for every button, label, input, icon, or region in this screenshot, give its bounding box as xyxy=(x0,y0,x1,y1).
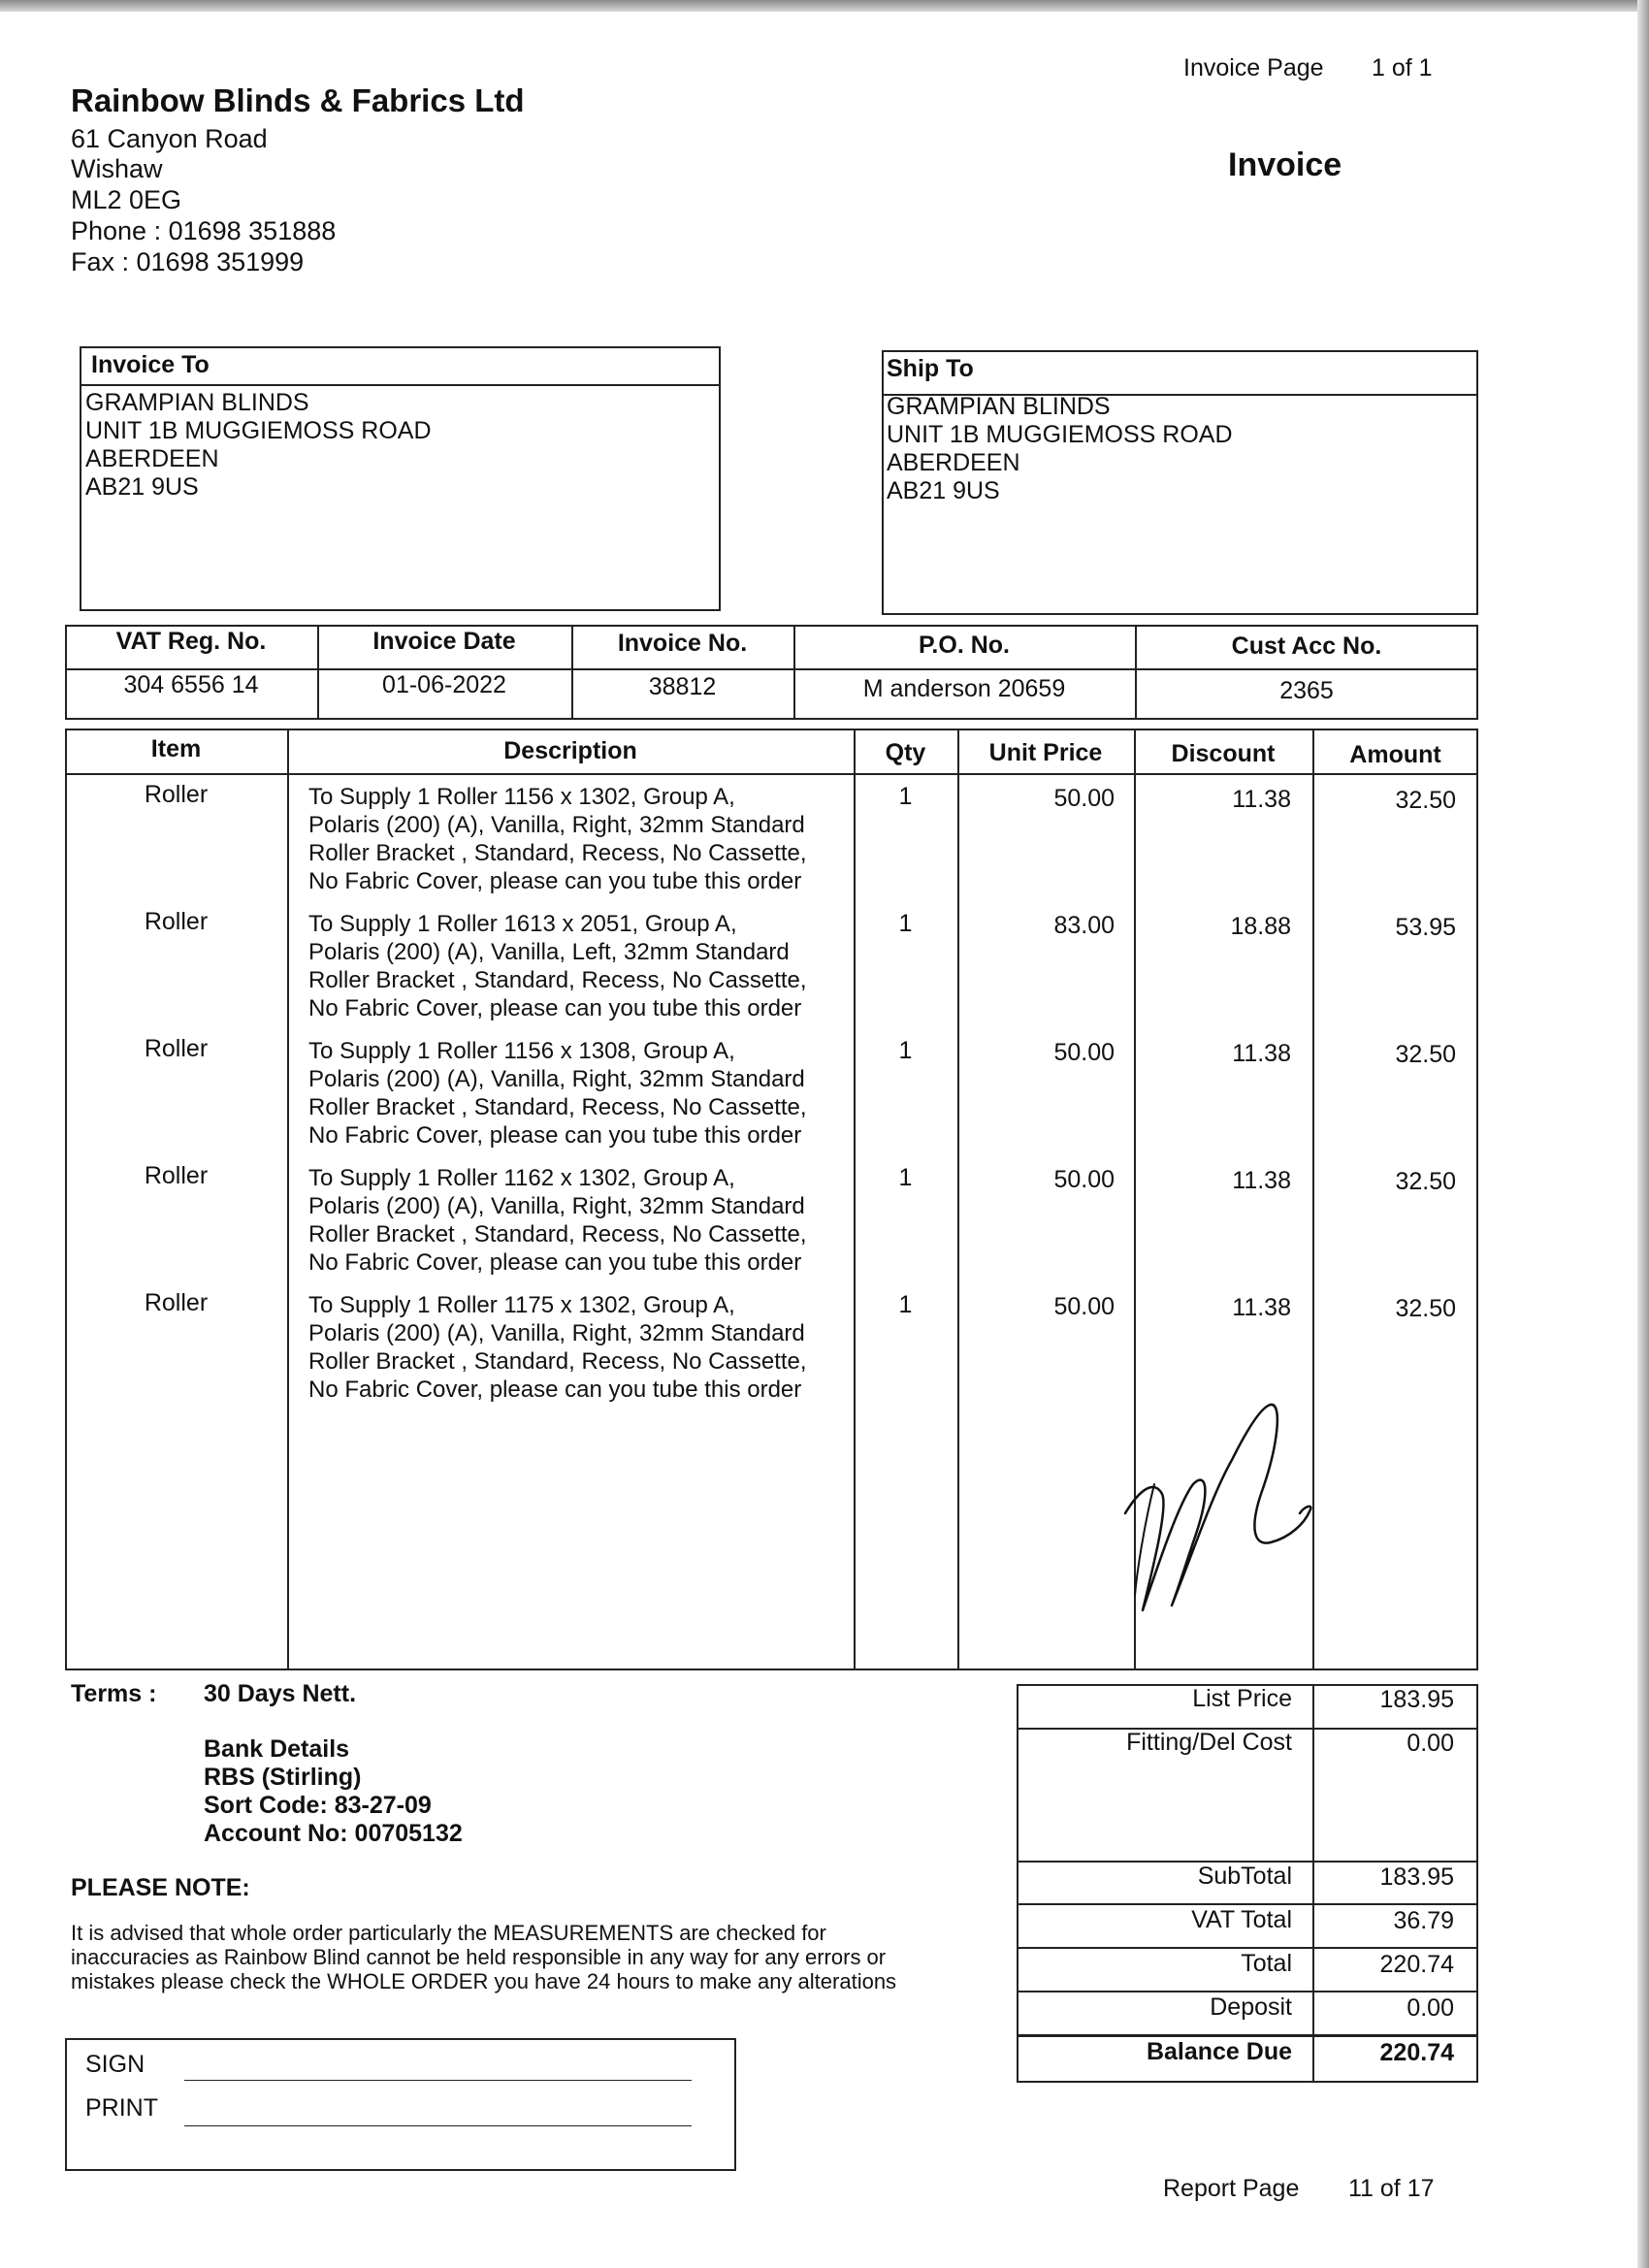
terms-label: Terms : xyxy=(71,1680,157,1707)
table-row-qty: 1 xyxy=(898,1037,913,1064)
note-text-line: mistakes please check the WHOLE ORDER you have 24 hours to make any alterations xyxy=(71,1969,897,1993)
table-row-qty: 1 xyxy=(898,783,913,810)
invoice-to-label: Invoice To xyxy=(91,351,210,378)
totals-value-balance-due: 220.74 xyxy=(1379,2039,1454,2066)
table-row-discount: 11.38 xyxy=(1232,1167,1291,1194)
page-number: 1 of 1 xyxy=(1372,54,1433,81)
table-row-amount: 32.50 xyxy=(1395,1168,1456,1195)
table-row-description: No Fabric Cover, please can you tube this order xyxy=(308,995,802,1021)
ship-to-label: Ship To xyxy=(887,355,974,382)
bank-details-title: Bank Details xyxy=(204,1735,350,1763)
table-row-description: Roller Bracket , Standard, Recess, No Cassette, xyxy=(308,1094,807,1120)
table-row-description: Roller Bracket , Standard, Recess, No Cassette, xyxy=(308,1221,807,1247)
info-header-po-no: P.O. No. xyxy=(918,632,1010,659)
table-row-description: No Fabric Cover, please can you tube this order xyxy=(308,1377,802,1403)
totals-value-deposit: 0.00 xyxy=(1406,1994,1454,2022)
table-row-unit-price: 50.00 xyxy=(1053,1166,1115,1193)
table-row-item: Roller xyxy=(144,781,209,808)
table-row-item: Roller xyxy=(144,1035,209,1062)
totals-value-subtotal: 183.95 xyxy=(1379,1863,1454,1891)
invoice-to-line: UNIT 1B MUGGIEMOSS ROAD xyxy=(85,417,432,444)
scan-edge-top xyxy=(0,0,1649,12)
totals-value-fitting: 0.00 xyxy=(1406,1730,1454,1757)
ship-to-line: GRAMPIAN BLINDS xyxy=(887,393,1111,420)
totals-label-vat: VAT Total xyxy=(1191,1906,1292,1933)
divider xyxy=(1017,1903,1478,1905)
table-row-discount: 11.38 xyxy=(1232,1294,1291,1321)
sign-line[interactable] xyxy=(184,2080,692,2081)
note-text-line: inaccuracies as Rainbow Blind cannot be held responsible in any way for any errors or xyxy=(71,1945,887,1969)
ship-to-line: UNIT 1B MUGGIEMOSS ROAD xyxy=(887,421,1233,448)
table-row-description: No Fabric Cover, please can you tube this order xyxy=(308,1249,802,1276)
ship-to-line: ABERDEEN xyxy=(887,449,1020,476)
table-row-description: Polaris (200) (A), Vanilla, Right, 32mm Standard xyxy=(308,1066,805,1092)
table-row-item: Roller xyxy=(144,1289,209,1316)
info-header-invoice-no: Invoice No. xyxy=(617,630,748,657)
note-text-line: It is advised that whole order particularly the MEASUREMENTS are checked for xyxy=(71,1921,826,1945)
table-row-amount: 32.50 xyxy=(1395,787,1456,814)
bank-sort-code: Sort Code: 83-27-09 xyxy=(204,1792,432,1819)
invoice-to-line: AB21 9US xyxy=(85,473,199,501)
table-row-item: Roller xyxy=(144,1162,209,1189)
table-row-description: To Supply 1 Roller 1156 x 1308, Group A, xyxy=(308,1038,735,1064)
document-title: Invoice xyxy=(1228,146,1342,183)
terms-value: 30 Days Nett. xyxy=(204,1680,357,1707)
info-header-cust-acc: Cust Acc No. xyxy=(1231,632,1382,660)
table-row-discount: 11.38 xyxy=(1232,786,1291,813)
totals-label-subtotal: SubTotal xyxy=(1197,1863,1292,1890)
company-address-line: 61 Canyon Road xyxy=(71,124,268,153)
divider xyxy=(80,384,721,386)
info-invoice-date: 01-06-2022 xyxy=(382,671,506,698)
bank-name: RBS (Stirling) xyxy=(204,1764,362,1791)
table-row-unit-price: 83.00 xyxy=(1053,912,1115,939)
table-row-qty: 1 xyxy=(898,910,913,937)
invoice-to-line: ABERDEEN xyxy=(85,445,219,472)
table-row-unit-price: 50.00 xyxy=(1053,785,1115,812)
table-row-unit-price: 50.00 xyxy=(1053,1293,1115,1320)
items-header-description: Description xyxy=(503,737,637,764)
table-row-qty: 1 xyxy=(898,1164,913,1191)
table-row-amount: 53.95 xyxy=(1395,914,1456,941)
items-header-item: Item xyxy=(150,735,202,762)
items-header-discount: Discount xyxy=(1171,740,1276,767)
totals-label-list-price: List Price xyxy=(1192,1685,1292,1712)
table-row-item: Roller xyxy=(144,908,209,935)
note-title: PLEASE NOTE: xyxy=(71,1874,250,1901)
sign-box xyxy=(65,2038,736,2171)
divider xyxy=(854,729,856,1670)
divider xyxy=(65,668,1478,670)
table-row-description: No Fabric Cover, please can you tube this order xyxy=(308,1122,802,1149)
company-address-line: Wishaw xyxy=(71,154,163,183)
company-name: Rainbow Blinds & Fabrics Ltd xyxy=(71,82,525,118)
table-row-description: Roller Bracket , Standard, Recess, No Cassette, xyxy=(308,1348,807,1375)
page-label: Invoice Page xyxy=(1183,54,1324,81)
divider xyxy=(1017,2034,1478,2037)
totals-label-deposit: Deposit xyxy=(1210,1993,1292,2021)
totals-label-total: Total xyxy=(1241,1950,1292,1977)
table-row-qty: 1 xyxy=(898,1291,913,1318)
table-row-description: Polaris (200) (A), Vanilla, Left, 32mm Standard xyxy=(308,939,790,965)
totals-label-balance-due: Balance Due xyxy=(1146,2038,1292,2065)
company-fax: Fax : 01698 351999 xyxy=(71,247,305,276)
bank-account-no: Account No: 00705132 xyxy=(204,1820,463,1847)
report-page-number: 11 of 17 xyxy=(1348,2175,1435,2202)
items-header-amount: Amount xyxy=(1349,741,1441,768)
table-row-discount: 11.38 xyxy=(1232,1040,1291,1067)
info-invoice-no: 38812 xyxy=(648,673,717,700)
divider xyxy=(1017,1947,1478,1949)
totals-value-vat: 36.79 xyxy=(1393,1907,1454,1934)
ship-to-line: AB21 9US xyxy=(887,477,1000,504)
info-header-vat-reg: VAT Reg. No. xyxy=(115,628,267,655)
table-row-discount: 18.88 xyxy=(1230,913,1291,940)
divider xyxy=(65,773,1478,775)
items-header-qty: Qty xyxy=(885,739,926,766)
items-header-unit-price: Unit Price xyxy=(988,739,1103,766)
table-row-description: No Fabric Cover, please can you tube this order xyxy=(308,868,802,894)
report-page-label: Report Page xyxy=(1163,2175,1300,2202)
table-row-unit-price: 50.00 xyxy=(1053,1039,1115,1066)
table-row-description: Polaris (200) (A), Vanilla, Right, 32mm Standard xyxy=(308,1320,805,1346)
info-po-no: M anderson 20659 xyxy=(862,675,1066,702)
divider xyxy=(957,729,959,1670)
table-row-description: To Supply 1 Roller 1156 x 1302, Group A, xyxy=(308,784,735,810)
divider xyxy=(1017,1991,1478,1993)
company-phone: Phone : 01698 351888 xyxy=(71,216,337,245)
company-address-line: ML2 0EG xyxy=(71,185,182,214)
invoice-to-line: GRAMPIAN BLINDS xyxy=(85,389,309,416)
handwritten-signature xyxy=(1116,1387,1329,1620)
table-row-description: To Supply 1 Roller 1162 x 1302, Group A, xyxy=(308,1165,735,1191)
totals-value-list-price: 183.95 xyxy=(1379,1686,1454,1713)
table-row-description: Roller Bracket , Standard, Recess, No Cassette, xyxy=(308,967,807,993)
print-label: PRINT xyxy=(85,2094,158,2122)
table-row-description: Polaris (200) (A), Vanilla, Right, 32mm Standard xyxy=(308,812,805,838)
sign-label: SIGN xyxy=(85,2051,146,2078)
table-row-amount: 32.50 xyxy=(1395,1295,1456,1322)
totals-value-total: 220.74 xyxy=(1379,1951,1454,1978)
table-row-amount: 32.50 xyxy=(1395,1041,1456,1068)
info-header-invoice-date: Invoice Date xyxy=(372,628,516,655)
table-row-description: Roller Bracket , Standard, Recess, No Cassette, xyxy=(308,840,807,866)
print-line[interactable] xyxy=(184,2125,692,2126)
scan-edge-right xyxy=(1637,0,1649,2268)
divider xyxy=(287,729,289,1670)
info-cust-acc: 2365 xyxy=(1279,677,1334,704)
table-row-description: To Supply 1 Roller 1613 x 2051, Group A, xyxy=(308,911,737,937)
info-vat-reg: 304 6556 14 xyxy=(123,671,259,698)
table-row-description: Polaris (200) (A), Vanilla, Right, 32mm Standard xyxy=(308,1193,805,1219)
table-row-description: To Supply 1 Roller 1175 x 1302, Group A, xyxy=(308,1292,735,1318)
totals-label-fitting: Fitting/Del Cost xyxy=(1126,1729,1292,1756)
